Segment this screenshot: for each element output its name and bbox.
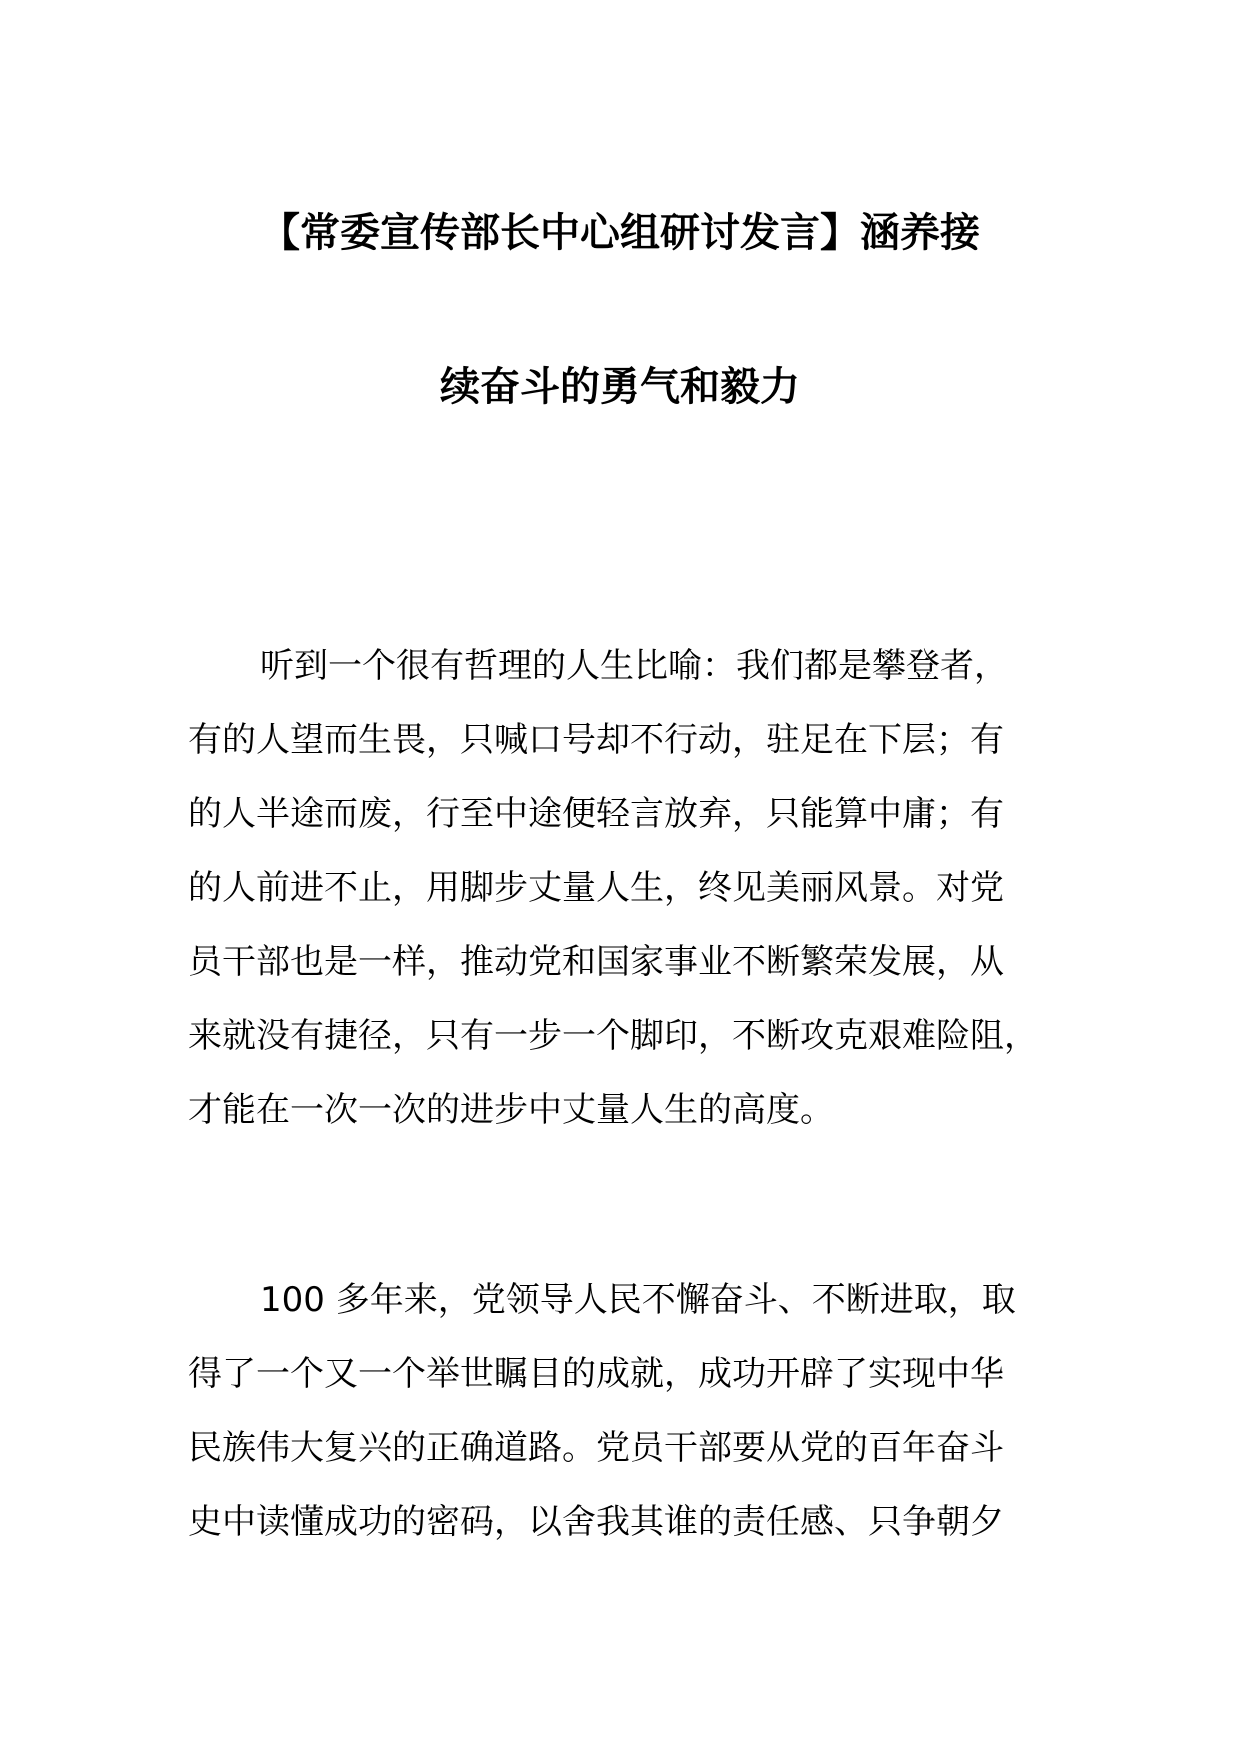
- document-title-line-2: 续奋斗的勇气和毅力: [440, 364, 800, 410]
- paragraph-line: 得了一个又一个举世瞩目的成就，成功开辟了实现中华: [188, 1354, 1004, 1394]
- paragraph-line: 民族伟大复兴的正确道路。党员干部要从党的百年奋斗: [188, 1428, 1004, 1468]
- document-title-line-1: 【常委宣传部长中心组研讨发言】涵养接: [260, 210, 980, 256]
- paragraph-line: 的人前进不止，用脚步丈量人生，终见美丽风景。对党: [188, 868, 1004, 908]
- paragraph-line: 听到一个很有哲理的人生比喻：我们都是攀登者，: [260, 646, 1008, 686]
- paragraph-line: 史中读懂成功的密码，以舍我其谁的责任感、只争朝夕: [188, 1502, 1004, 1542]
- paragraph-line: 有的人望而生畏，只喊口号却不行动，驻足在下层；有: [188, 720, 1004, 760]
- paragraph-line: 100 多年来，党领导人民不懈奋斗、不断进取，取: [260, 1280, 1016, 1320]
- paragraph-1: [188, 629, 1088, 1147]
- paragraph-line: 员干部也是一样，推动党和国家事业不断繁荣发展，从: [188, 942, 1004, 982]
- paragraph-line: 来就没有捷径，只有一步一个脚印，不断攻克艰难险阻，: [188, 1016, 1038, 1056]
- paragraph-line: 的人半途而废，行至中途便轻言放弃，只能算中庸；有: [188, 794, 1004, 834]
- paragraph-2: [188, 1263, 1088, 1559]
- paragraph-line: 才能在一次一次的进步中丈量人生的高度。: [188, 1090, 834, 1130]
